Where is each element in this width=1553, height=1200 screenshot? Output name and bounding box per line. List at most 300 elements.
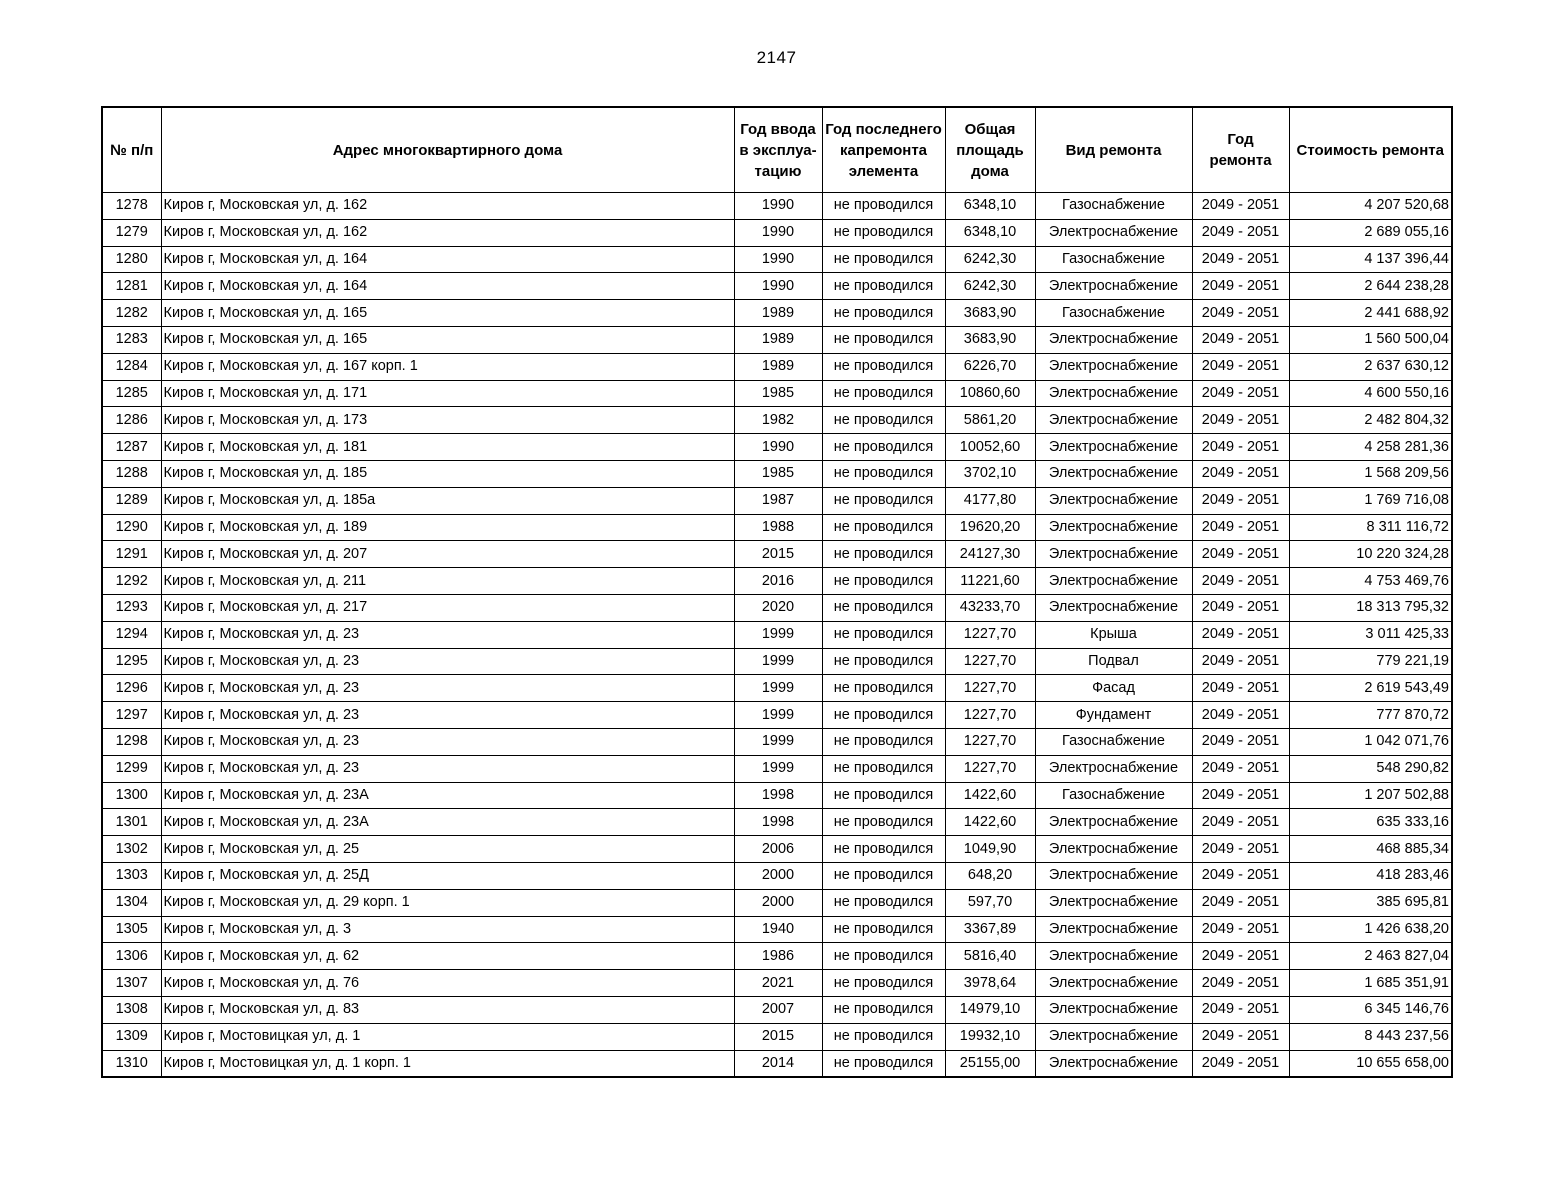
cell-area: 1227,70: [945, 702, 1035, 729]
cell-cost: 779 221,19: [1289, 648, 1452, 675]
cell-cost: 4 600 550,16: [1289, 380, 1452, 407]
cell-area: 597,70: [945, 889, 1035, 916]
cell-area: 3683,90: [945, 326, 1035, 353]
cell-year-built: 1985: [734, 380, 822, 407]
cell-year-built: 1998: [734, 809, 822, 836]
cell-last-repair: не проводился: [822, 782, 945, 809]
cell-last-repair: не проводился: [822, 594, 945, 621]
cell-repair-years: 2049 - 2051: [1192, 594, 1289, 621]
cell-num: 1278: [102, 193, 161, 220]
cell-repair-years: 2049 - 2051: [1192, 621, 1289, 648]
table-row: [102, 648, 1452, 675]
cell-repair-type: Электроснабжение: [1035, 219, 1192, 246]
cell-repair-type: Электроснабжение: [1035, 970, 1192, 997]
cell-last-repair: не проводился: [822, 675, 945, 702]
cell-repair-type: Газоснабжение: [1035, 300, 1192, 327]
cell-num: 1282: [102, 300, 161, 327]
table-row: [102, 728, 1452, 755]
table-row: [102, 193, 1452, 220]
cell-repair-type: Газоснабжение: [1035, 193, 1192, 220]
cell-num: 1279: [102, 219, 161, 246]
cell-num: 1280: [102, 246, 161, 273]
cell-year-built: 1998: [734, 782, 822, 809]
cell-repair-years: 2049 - 2051: [1192, 193, 1289, 220]
cell-area: 6348,10: [945, 219, 1035, 246]
cell-address: Киров г, Московская ул, д. 185а: [161, 487, 734, 514]
cell-address: Киров г, Московская ул, д. 76: [161, 970, 734, 997]
cell-year-built: 2021: [734, 970, 822, 997]
table-header: [102, 107, 1452, 193]
cell-repair-type: Электроснабжение: [1035, 273, 1192, 300]
cell-cost: 2 441 688,92: [1289, 300, 1452, 327]
table-row: [102, 621, 1452, 648]
cell-repair-years: 2049 - 2051: [1192, 755, 1289, 782]
cell-address: Киров г, Мостовицкая ул, д. 1: [161, 1023, 734, 1050]
cell-last-repair: не проводился: [822, 1050, 945, 1077]
cell-cost: 2 637 630,12: [1289, 353, 1452, 380]
cell-repair-years: 2049 - 2051: [1192, 568, 1289, 595]
header-num: № п/п: [102, 107, 161, 193]
header-address: Адрес многоквартирного дома: [161, 107, 734, 193]
cell-area: 5816,40: [945, 943, 1035, 970]
header-row: [102, 107, 1452, 193]
cell-area: 1227,70: [945, 621, 1035, 648]
table-row: [102, 568, 1452, 595]
cell-area: 1049,90: [945, 836, 1035, 863]
cell-repair-type: Электроснабжение: [1035, 1050, 1192, 1077]
cell-year-built: 1989: [734, 326, 822, 353]
page-number: 2147: [756, 48, 797, 67]
cell-repair-years: 2049 - 2051: [1192, 943, 1289, 970]
cell-num: 1294: [102, 621, 161, 648]
table-row: [102, 460, 1452, 487]
cell-repair-type: Электроснабжение: [1035, 326, 1192, 353]
cell-area: 3702,10: [945, 460, 1035, 487]
cell-year-built: 1989: [734, 300, 822, 327]
cell-year-built: 1985: [734, 460, 822, 487]
cell-repair-years: 2049 - 2051: [1192, 541, 1289, 568]
cell-num: 1287: [102, 434, 161, 461]
cell-area: 6348,10: [945, 193, 1035, 220]
table-row: [102, 1050, 1452, 1077]
cell-num: 1293: [102, 594, 161, 621]
cell-repair-type: Электроснабжение: [1035, 836, 1192, 863]
cell-year-built: 1989: [734, 353, 822, 380]
header-year-built: Год ввода в эксплуа- тацию: [734, 107, 822, 193]
cell-year-built: 1990: [734, 434, 822, 461]
cell-address: Киров г, Московская ул, д. 23: [161, 702, 734, 729]
header-repair-type: Вид ремонта: [1035, 107, 1192, 193]
cell-area: 5861,20: [945, 407, 1035, 434]
cell-address: Киров г, Московская ул, д. 165: [161, 326, 734, 353]
cell-year-built: 1990: [734, 193, 822, 220]
cell-area: 19620,20: [945, 514, 1035, 541]
cell-last-repair: не проводился: [822, 702, 945, 729]
cell-num: 1305: [102, 916, 161, 943]
cell-address: Киров г, Московская ул, д. 164: [161, 273, 734, 300]
cell-address: Киров г, Московская ул, д. 23А: [161, 782, 734, 809]
cell-area: 10052,60: [945, 434, 1035, 461]
cell-repair-type: Электроснабжение: [1035, 809, 1192, 836]
cell-address: Киров г, Московская ул, д. 162: [161, 219, 734, 246]
cell-cost: 1 042 071,76: [1289, 728, 1452, 755]
cell-num: 1284: [102, 353, 161, 380]
cell-area: 3367,89: [945, 916, 1035, 943]
cell-repair-type: Электроснабжение: [1035, 460, 1192, 487]
cell-repair-type: Электроснабжение: [1035, 1023, 1192, 1050]
cell-last-repair: не проводился: [822, 353, 945, 380]
cell-area: 6226,70: [945, 353, 1035, 380]
cell-area: 6242,30: [945, 273, 1035, 300]
cell-address: Киров г, Московская ул, д. 23: [161, 621, 734, 648]
cell-repair-years: 2049 - 2051: [1192, 219, 1289, 246]
table-row: [102, 326, 1452, 353]
table-row: [102, 836, 1452, 863]
cell-address: Киров г, Московская ул, д. 167 корп. 1: [161, 353, 734, 380]
header-area: Общая площадь дома: [945, 107, 1035, 193]
table-row: [102, 702, 1452, 729]
cell-num: 1298: [102, 728, 161, 755]
cell-address: Киров г, Московская ул, д. 3: [161, 916, 734, 943]
cell-last-repair: не проводился: [822, 460, 945, 487]
cell-cost: 1 560 500,04: [1289, 326, 1452, 353]
cell-cost: 1 568 209,56: [1289, 460, 1452, 487]
header-cost: Стоимость ремонта: [1289, 107, 1452, 193]
cell-address: Киров г, Московская ул, д. 173: [161, 407, 734, 434]
cell-year-built: 2014: [734, 1050, 822, 1077]
cell-repair-years: 2049 - 2051: [1192, 889, 1289, 916]
cell-repair-type: Фасад: [1035, 675, 1192, 702]
cell-address: Киров г, Московская ул, д. 23: [161, 648, 734, 675]
cell-area: 6242,30: [945, 246, 1035, 273]
cell-area: 19932,10: [945, 1023, 1035, 1050]
cell-last-repair: не проводился: [822, 970, 945, 997]
cell-last-repair: не проводился: [822, 434, 945, 461]
cell-area: 1227,70: [945, 675, 1035, 702]
cell-last-repair: не проводился: [822, 193, 945, 220]
cell-repair-years: 2049 - 2051: [1192, 728, 1289, 755]
cell-repair-years: 2049 - 2051: [1192, 246, 1289, 273]
cell-cost: 2 644 238,28: [1289, 273, 1452, 300]
cell-repair-years: 2049 - 2051: [1192, 648, 1289, 675]
cell-area: 43233,70: [945, 594, 1035, 621]
cell-cost: 6 345 146,76: [1289, 996, 1452, 1023]
cell-area: 1422,60: [945, 782, 1035, 809]
cell-year-built: 1999: [734, 621, 822, 648]
cell-address: Киров г, Московская ул, д. 181: [161, 434, 734, 461]
cell-repair-years: 2049 - 2051: [1192, 916, 1289, 943]
cell-year-built: 1999: [734, 728, 822, 755]
header-repair-years: Год ремонта: [1192, 107, 1289, 193]
cell-num: 1288: [102, 460, 161, 487]
cell-num: 1308: [102, 996, 161, 1023]
cell-year-built: 1982: [734, 407, 822, 434]
cell-year-built: 1990: [734, 246, 822, 273]
cell-cost: 548 290,82: [1289, 755, 1452, 782]
cell-cost: 1 207 502,88: [1289, 782, 1452, 809]
cell-last-repair: не проводился: [822, 862, 945, 889]
cell-repair-type: Электроснабжение: [1035, 568, 1192, 595]
table-row: [102, 1023, 1452, 1050]
cell-address: Киров г, Московская ул, д. 83: [161, 996, 734, 1023]
cell-address: Киров г, Московская ул, д. 25Д: [161, 862, 734, 889]
cell-cost: 635 333,16: [1289, 809, 1452, 836]
cell-last-repair: не проводился: [822, 541, 945, 568]
cell-area: 25155,00: [945, 1050, 1035, 1077]
cell-address: Киров г, Московская ул, д. 23: [161, 755, 734, 782]
cell-num: 1281: [102, 273, 161, 300]
cell-repair-years: 2049 - 2051: [1192, 675, 1289, 702]
table-row: [102, 889, 1452, 916]
cell-last-repair: не проводился: [822, 219, 945, 246]
table-row: [102, 434, 1452, 461]
cell-address: Киров г, Мостовицкая ул, д. 1 корп. 1: [161, 1050, 734, 1077]
cell-num: 1286: [102, 407, 161, 434]
cell-repair-type: Газоснабжение: [1035, 246, 1192, 273]
cell-area: 11221,60: [945, 568, 1035, 595]
header-last-repair: Год последнего капремонта элемента: [822, 107, 945, 193]
cell-last-repair: не проводился: [822, 380, 945, 407]
cell-cost: 4 258 281,36: [1289, 434, 1452, 461]
cell-repair-type: Электроснабжение: [1035, 407, 1192, 434]
cell-repair-years: 2049 - 2051: [1192, 380, 1289, 407]
cell-repair-type: Газоснабжение: [1035, 782, 1192, 809]
cell-address: Киров г, Московская ул, д. 29 корп. 1: [161, 889, 734, 916]
cell-last-repair: не проводился: [822, 728, 945, 755]
cell-year-built: 2020: [734, 594, 822, 621]
cell-area: 14979,10: [945, 996, 1035, 1023]
cell-num: 1300: [102, 782, 161, 809]
table-row: [102, 380, 1452, 407]
cell-num: 1303: [102, 862, 161, 889]
table-row: [102, 273, 1452, 300]
cell-repair-years: 2049 - 2051: [1192, 460, 1289, 487]
cell-repair-type: Электроснабжение: [1035, 541, 1192, 568]
cell-cost: 468 885,34: [1289, 836, 1452, 863]
cell-year-built: 2000: [734, 862, 822, 889]
cell-address: Киров г, Московская ул, д. 165: [161, 300, 734, 327]
cell-area: 3978,64: [945, 970, 1035, 997]
cell-num: 1292: [102, 568, 161, 595]
cell-address: Киров г, Московская ул, д. 23А: [161, 809, 734, 836]
table-row: [102, 675, 1452, 702]
cell-last-repair: не проводился: [822, 273, 945, 300]
cell-repair-type: Электроснабжение: [1035, 380, 1192, 407]
table-row: [102, 970, 1452, 997]
table-row: [102, 219, 1452, 246]
cell-last-repair: не проводился: [822, 568, 945, 595]
cell-repair-years: 2049 - 2051: [1192, 970, 1289, 997]
cell-repair-type: Электроснабжение: [1035, 996, 1192, 1023]
cell-year-built: 1999: [734, 702, 822, 729]
cell-year-built: 1988: [734, 514, 822, 541]
table-row: [102, 487, 1452, 514]
cell-cost: 777 870,72: [1289, 702, 1452, 729]
cell-last-repair: не проводился: [822, 916, 945, 943]
cell-cost: 1 769 716,08: [1289, 487, 1452, 514]
cell-year-built: 1940: [734, 916, 822, 943]
cell-num: 1283: [102, 326, 161, 353]
cell-area: 1227,70: [945, 755, 1035, 782]
cell-repair-type: Крыша: [1035, 621, 1192, 648]
table-row: [102, 996, 1452, 1023]
cell-repair-type: Электроснабжение: [1035, 514, 1192, 541]
cell-num: 1290: [102, 514, 161, 541]
cell-repair-years: 2049 - 2051: [1192, 300, 1289, 327]
table-row: [102, 809, 1452, 836]
cell-last-repair: не проводился: [822, 514, 945, 541]
cell-num: 1285: [102, 380, 161, 407]
cell-repair-type: Электроснабжение: [1035, 862, 1192, 889]
cell-num: 1297: [102, 702, 161, 729]
cell-address: Киров г, Московская ул, д. 62: [161, 943, 734, 970]
cell-last-repair: не проводился: [822, 246, 945, 273]
cell-area: 3683,90: [945, 300, 1035, 327]
cell-num: 1299: [102, 755, 161, 782]
cell-last-repair: не проводился: [822, 621, 945, 648]
cell-num: 1302: [102, 836, 161, 863]
cell-num: 1295: [102, 648, 161, 675]
table-row: [102, 916, 1452, 943]
cell-num: 1289: [102, 487, 161, 514]
table-row: [102, 594, 1452, 621]
cell-repair-type: Электроснабжение: [1035, 487, 1192, 514]
cell-repair-years: 2049 - 2051: [1192, 273, 1289, 300]
table-row: [102, 407, 1452, 434]
cell-address: Киров г, Московская ул, д. 189: [161, 514, 734, 541]
cell-repair-type: Электроснабжение: [1035, 943, 1192, 970]
cell-year-built: 1999: [734, 675, 822, 702]
cell-repair-years: 2049 - 2051: [1192, 353, 1289, 380]
table-row: [102, 782, 1452, 809]
cell-repair-years: 2049 - 2051: [1192, 702, 1289, 729]
cell-repair-years: 2049 - 2051: [1192, 1050, 1289, 1077]
cell-year-built: 2006: [734, 836, 822, 863]
cell-repair-years: 2049 - 2051: [1192, 514, 1289, 541]
cell-area: 1227,70: [945, 648, 1035, 675]
cell-repair-years: 2049 - 2051: [1192, 326, 1289, 353]
cell-cost: 4 137 396,44: [1289, 246, 1452, 273]
cell-cost: 1 685 351,91: [1289, 970, 1452, 997]
table-row: [102, 514, 1452, 541]
cell-repair-type: Электроснабжение: [1035, 353, 1192, 380]
cell-repair-years: 2049 - 2051: [1192, 862, 1289, 889]
cell-repair-type: Подвал: [1035, 648, 1192, 675]
cell-year-built: 2016: [734, 568, 822, 595]
cell-cost: 2 619 543,49: [1289, 675, 1452, 702]
cell-last-repair: не проводился: [822, 1023, 945, 1050]
cell-num: 1304: [102, 889, 161, 916]
cell-cost: 2 482 804,32: [1289, 407, 1452, 434]
cell-year-built: 1999: [734, 648, 822, 675]
cell-cost: 2 463 827,04: [1289, 943, 1452, 970]
cell-cost: 2 689 055,16: [1289, 219, 1452, 246]
cell-cost: 8 443 237,56: [1289, 1023, 1452, 1050]
cell-repair-type: Электроснабжение: [1035, 889, 1192, 916]
cell-repair-type: Фундамент: [1035, 702, 1192, 729]
cell-last-repair: не проводился: [822, 996, 945, 1023]
table-row: [102, 246, 1452, 273]
cell-area: 1227,70: [945, 728, 1035, 755]
cell-cost: 10 655 658,00: [1289, 1050, 1452, 1077]
cell-last-repair: не проводился: [822, 648, 945, 675]
cell-repair-years: 2049 - 2051: [1192, 996, 1289, 1023]
cell-cost: 3 011 425,33: [1289, 621, 1452, 648]
cell-address: Киров г, Московская ул, д. 23: [161, 728, 734, 755]
cell-last-repair: не проводился: [822, 836, 945, 863]
cell-address: Киров г, Московская ул, д. 211: [161, 568, 734, 595]
cell-last-repair: не проводился: [822, 809, 945, 836]
cell-num: 1307: [102, 970, 161, 997]
table-row: [102, 943, 1452, 970]
cell-year-built: 1986: [734, 943, 822, 970]
cell-cost: 18 313 795,32: [1289, 594, 1452, 621]
cell-last-repair: не проводился: [822, 889, 945, 916]
cell-year-built: 1990: [734, 273, 822, 300]
cell-year-built: 1999: [734, 755, 822, 782]
cell-repair-years: 2049 - 2051: [1192, 809, 1289, 836]
table-row: [102, 353, 1452, 380]
cell-repair-years: 2049 - 2051: [1192, 782, 1289, 809]
cell-area: 24127,30: [945, 541, 1035, 568]
cell-num: 1296: [102, 675, 161, 702]
cell-num: 1306: [102, 943, 161, 970]
cell-last-repair: не проводился: [822, 300, 945, 327]
cell-cost: 4 207 520,68: [1289, 193, 1452, 220]
cell-last-repair: не проводился: [822, 407, 945, 434]
cell-repair-years: 2049 - 2051: [1192, 836, 1289, 863]
cell-cost: 8 311 116,72: [1289, 514, 1452, 541]
cell-repair-years: 2049 - 2051: [1192, 487, 1289, 514]
cell-cost: 1 426 638,20: [1289, 916, 1452, 943]
cell-year-built: 2015: [734, 541, 822, 568]
cell-address: Киров г, Московская ул, д. 25: [161, 836, 734, 863]
table-row: [102, 541, 1452, 568]
cell-cost: 4 753 469,76: [1289, 568, 1452, 595]
cell-repair-type: Газоснабжение: [1035, 728, 1192, 755]
cell-repair-type: Электроснабжение: [1035, 594, 1192, 621]
cell-cost: 385 695,81: [1289, 889, 1452, 916]
cell-repair-type: Электроснабжение: [1035, 755, 1192, 782]
cell-year-built: 2015: [734, 1023, 822, 1050]
cell-address: Киров г, Московская ул, д. 23: [161, 675, 734, 702]
cell-year-built: 2007: [734, 996, 822, 1023]
repair-registry-table: [101, 106, 1453, 1078]
cell-address: Киров г, Московская ул, д. 164: [161, 246, 734, 273]
cell-num: 1301: [102, 809, 161, 836]
cell-cost: 10 220 324,28: [1289, 541, 1452, 568]
cell-last-repair: не проводился: [822, 943, 945, 970]
table-row: [102, 300, 1452, 327]
cell-address: Киров г, Московская ул, д. 217: [161, 594, 734, 621]
cell-cost: 418 283,46: [1289, 862, 1452, 889]
cell-address: Киров г, Московская ул, д. 207: [161, 541, 734, 568]
cell-year-built: 1990: [734, 219, 822, 246]
cell-num: 1310: [102, 1050, 161, 1077]
cell-address: Киров г, Московская ул, д. 162: [161, 193, 734, 220]
cell-num: 1291: [102, 541, 161, 568]
cell-year-built: 1987: [734, 487, 822, 514]
cell-repair-years: 2049 - 2051: [1192, 407, 1289, 434]
cell-year-built: 2000: [734, 889, 822, 916]
table-row: [102, 862, 1452, 889]
cell-last-repair: не проводился: [822, 755, 945, 782]
cell-area: 10860,60: [945, 380, 1035, 407]
table-body: [102, 193, 1452, 1078]
cell-repair-years: 2049 - 2051: [1192, 1023, 1289, 1050]
cell-area: 648,20: [945, 862, 1035, 889]
cell-repair-type: Электроснабжение: [1035, 434, 1192, 461]
